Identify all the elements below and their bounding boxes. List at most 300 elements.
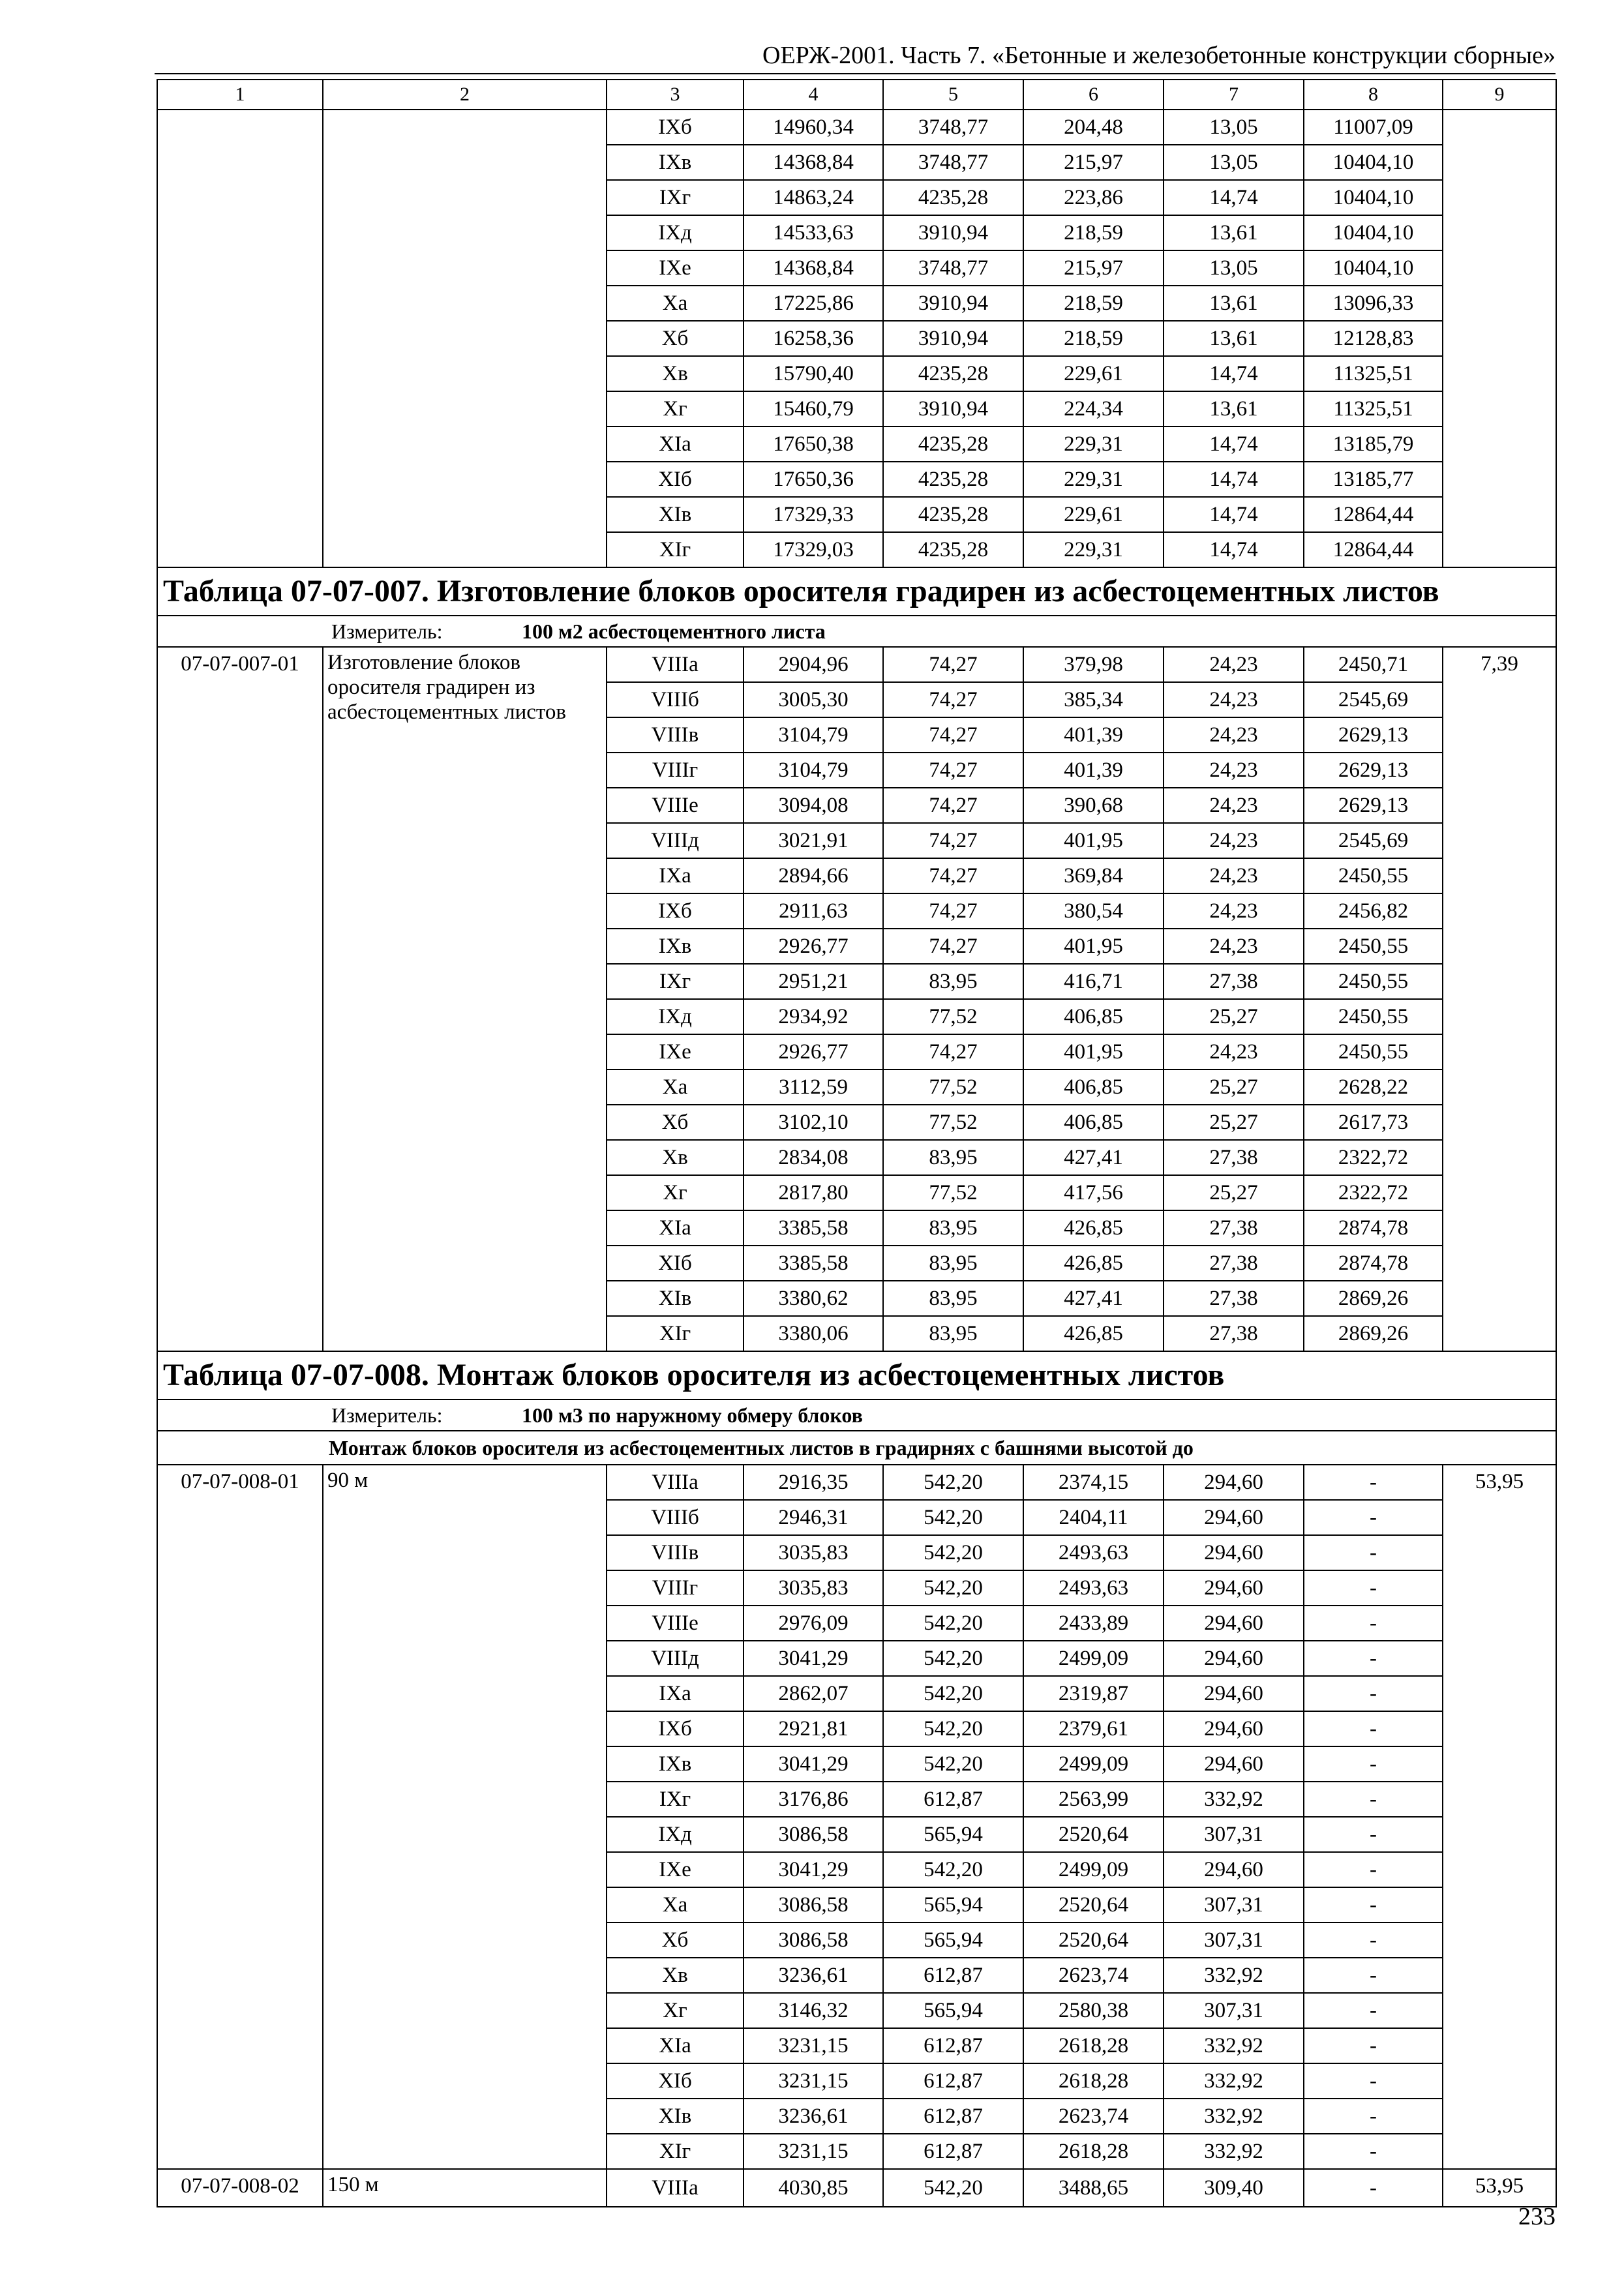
table-row xyxy=(157,110,1556,145)
materials-cell: 10404,10 xyxy=(1304,215,1443,250)
materials-cell: - xyxy=(1304,1641,1443,1676)
machines-cell: 406,85 xyxy=(1023,1070,1164,1105)
materials-cell: 12128,83 xyxy=(1304,321,1443,356)
machinist-wages-cell: 27,38 xyxy=(1164,964,1304,999)
zone-cell: XIв xyxy=(607,2099,744,2134)
machines-cell: 2623,74 xyxy=(1023,2099,1164,2134)
zone-cell: XIг xyxy=(607,2134,744,2169)
machinist-wages-cell: 294,60 xyxy=(1164,1746,1304,1782)
machinist-wages-cell: 332,92 xyxy=(1164,1958,1304,1993)
subheader-cell: Монтаж блоков оросителя из асбестоцементных листов в градирнях с башнями высотой до xyxy=(157,1431,1556,1465)
materials-cell: 2450,55 xyxy=(1304,999,1443,1034)
wages-cell: 74,27 xyxy=(883,788,1023,823)
wages-cell: 83,95 xyxy=(883,1281,1023,1316)
machinist-wages-cell: 24,23 xyxy=(1164,823,1304,858)
materials-cell: - xyxy=(1304,1993,1443,2028)
machines-cell: 229,31 xyxy=(1023,426,1164,462)
machinist-wages-cell: 309,40 xyxy=(1164,2169,1304,2207)
column-number-cell: 6 xyxy=(1023,80,1164,110)
wages-cell: 74,27 xyxy=(883,1034,1023,1070)
total-cost-cell: 2904,96 xyxy=(744,647,883,682)
machines-cell: 379,98 xyxy=(1023,647,1164,682)
unit-row xyxy=(157,1399,1556,1431)
labor-cell: 53,95 xyxy=(1443,1465,1556,2169)
zone-cell: IXб xyxy=(607,110,744,145)
zone-cell: IXв xyxy=(607,1746,744,1782)
wages-cell: 83,95 xyxy=(883,1210,1023,1246)
materials-cell: 13185,77 xyxy=(1304,462,1443,497)
table-title-row xyxy=(157,567,1556,616)
total-cost-cell: 3380,62 xyxy=(744,1281,883,1316)
materials-cell: - xyxy=(1304,1570,1443,1606)
machines-cell: 385,34 xyxy=(1023,682,1164,717)
machines-cell: 426,85 xyxy=(1023,1246,1164,1281)
machinist-wages-cell: 27,38 xyxy=(1164,1210,1304,1246)
price-table xyxy=(157,79,1557,2207)
zone-cell: XIг xyxy=(607,1316,744,1351)
column-number-cell: 2 xyxy=(323,80,607,110)
machinist-wages-cell: 13,05 xyxy=(1164,145,1304,180)
zone-cell: Xб xyxy=(607,1922,744,1958)
machinist-wages-cell: 25,27 xyxy=(1164,1070,1304,1105)
total-cost-cell: 2934,92 xyxy=(744,999,883,1034)
zone-cell: IXа xyxy=(607,858,744,893)
total-cost-cell: 2946,31 xyxy=(744,1500,883,1535)
total-cost-cell: 3041,29 xyxy=(744,1852,883,1887)
table-row xyxy=(157,647,1556,682)
materials-cell: - xyxy=(1304,1817,1443,1852)
materials-cell: - xyxy=(1304,1711,1443,1746)
machinist-wages-cell: 332,92 xyxy=(1164,2099,1304,2134)
machinist-wages-cell: 307,31 xyxy=(1164,1993,1304,2028)
wages-cell: 3910,94 xyxy=(883,391,1023,426)
machinist-wages-cell: 24,23 xyxy=(1164,682,1304,717)
materials-cell: 10404,10 xyxy=(1304,145,1443,180)
materials-cell: - xyxy=(1304,1746,1443,1782)
wages-cell: 565,94 xyxy=(883,1993,1023,2028)
column-number-cell: 7 xyxy=(1164,80,1304,110)
total-cost-cell: 17225,86 xyxy=(744,286,883,321)
machines-cell: 401,39 xyxy=(1023,717,1164,753)
zone-cell: VIIIб xyxy=(607,1500,744,1535)
total-cost-cell: 15790,40 xyxy=(744,356,883,391)
materials-cell: - xyxy=(1304,1852,1443,1887)
materials-cell: 12864,44 xyxy=(1304,497,1443,532)
column-number-cell: 8 xyxy=(1304,80,1443,110)
zone-cell: XIа xyxy=(607,2028,744,2063)
table-title-row xyxy=(157,1351,1556,1399)
wages-cell: 3748,77 xyxy=(883,110,1023,145)
table-title: Таблица 07-07-008. Монтаж блоков оросителя из асбестоцементных листов xyxy=(157,1351,1556,1399)
materials-cell: - xyxy=(1304,1922,1443,1958)
total-cost-cell: 14368,84 xyxy=(744,250,883,286)
wages-cell: 77,52 xyxy=(883,1070,1023,1105)
zone-cell: VIIIв xyxy=(607,717,744,753)
total-cost-cell: 2951,21 xyxy=(744,964,883,999)
materials-cell: - xyxy=(1304,2063,1443,2099)
materials-cell: 2545,69 xyxy=(1304,682,1443,717)
machinist-wages-cell: 13,61 xyxy=(1164,321,1304,356)
materials-cell: - xyxy=(1304,2099,1443,2134)
materials-cell: - xyxy=(1304,2134,1443,2169)
machines-cell: 215,97 xyxy=(1023,145,1164,180)
machinist-wages-cell: 24,23 xyxy=(1164,893,1304,929)
header-rule xyxy=(155,73,1556,74)
unit-cell xyxy=(157,616,1556,647)
zone-cell: IXе xyxy=(607,250,744,286)
wages-cell: 612,87 xyxy=(883,1782,1023,1817)
unit-label: Измеритель: xyxy=(331,1403,443,1427)
materials-cell: - xyxy=(1304,1465,1443,1500)
subheader-row xyxy=(157,1431,1556,1465)
wages-cell: 77,52 xyxy=(883,1175,1023,1210)
machines-cell: 218,59 xyxy=(1023,321,1164,356)
materials-cell: 2629,13 xyxy=(1304,753,1443,788)
total-cost-cell: 3094,08 xyxy=(744,788,883,823)
machinist-wages-cell: 332,92 xyxy=(1164,2063,1304,2099)
materials-cell: - xyxy=(1304,1782,1443,1817)
zone-cell: Xг xyxy=(607,1175,744,1210)
wages-cell: 83,95 xyxy=(883,1316,1023,1351)
machinist-wages-cell: 307,31 xyxy=(1164,1887,1304,1922)
machines-cell: 401,95 xyxy=(1023,929,1164,964)
materials-cell: 2450,55 xyxy=(1304,964,1443,999)
zone-cell: VIIIд xyxy=(607,823,744,858)
wages-cell: 565,94 xyxy=(883,1887,1023,1922)
code-cell: 07-07-008-01 xyxy=(157,1465,323,2169)
machinist-wages-cell: 13,05 xyxy=(1164,110,1304,145)
machines-cell: 218,59 xyxy=(1023,286,1164,321)
total-cost-cell: 14960,34 xyxy=(744,110,883,145)
machines-cell: 380,54 xyxy=(1023,893,1164,929)
materials-cell: 2322,72 xyxy=(1304,1175,1443,1210)
wages-cell: 542,20 xyxy=(883,2169,1023,2207)
zone-cell: VIIIб xyxy=(607,682,744,717)
unit-cell xyxy=(157,1399,1556,1431)
wages-cell: 74,27 xyxy=(883,929,1023,964)
machinist-wages-cell: 24,23 xyxy=(1164,717,1304,753)
total-cost-cell: 3035,83 xyxy=(744,1535,883,1570)
machines-cell: 2433,89 xyxy=(1023,1606,1164,1641)
total-cost-cell: 2911,63 xyxy=(744,893,883,929)
wages-cell: 542,20 xyxy=(883,1852,1023,1887)
total-cost-cell: 3231,15 xyxy=(744,2063,883,2099)
zone-cell: IXв xyxy=(607,145,744,180)
zone-cell: Xа xyxy=(607,286,744,321)
total-cost-cell: 14368,84 xyxy=(744,145,883,180)
wages-cell: 74,27 xyxy=(883,823,1023,858)
machines-cell: 2499,09 xyxy=(1023,1852,1164,1887)
materials-cell: 2629,13 xyxy=(1304,717,1443,753)
total-cost-cell: 2862,07 xyxy=(744,1676,883,1711)
materials-cell: 2874,78 xyxy=(1304,1246,1443,1281)
total-cost-cell: 17650,38 xyxy=(744,426,883,462)
machines-cell: 416,71 xyxy=(1023,964,1164,999)
zone-cell: Xб xyxy=(607,1105,744,1140)
total-cost-cell: 3086,58 xyxy=(744,1887,883,1922)
machines-cell: 2618,28 xyxy=(1023,2063,1164,2099)
machines-cell: 3488,65 xyxy=(1023,2169,1164,2207)
total-cost-cell: 3380,06 xyxy=(744,1316,883,1351)
wages-cell: 542,20 xyxy=(883,1500,1023,1535)
wages-cell: 4235,28 xyxy=(883,180,1023,215)
unit-value: 100 м3 по наружному обмеру блоков xyxy=(522,1403,863,1427)
materials-cell: - xyxy=(1304,1958,1443,1993)
zone-cell: VIIIа xyxy=(607,1465,744,1500)
materials-cell: 12864,44 xyxy=(1304,532,1443,567)
machinist-wages-cell: 14,74 xyxy=(1164,532,1304,567)
materials-cell: - xyxy=(1304,1500,1443,1535)
zone-cell: XIб xyxy=(607,1246,744,1281)
total-cost-cell: 2894,66 xyxy=(744,858,883,893)
wages-cell: 74,27 xyxy=(883,647,1023,682)
machinist-wages-cell: 25,27 xyxy=(1164,1105,1304,1140)
zone-cell: IXе xyxy=(607,1852,744,1887)
materials-cell: 2617,73 xyxy=(1304,1105,1443,1140)
machinist-wages-cell: 294,60 xyxy=(1164,1711,1304,1746)
wages-cell: 542,20 xyxy=(883,1570,1023,1606)
machinist-wages-cell: 24,23 xyxy=(1164,647,1304,682)
machinist-wages-cell: 13,61 xyxy=(1164,286,1304,321)
wages-cell: 3910,94 xyxy=(883,286,1023,321)
unit-label: Измеритель: xyxy=(331,620,443,643)
machines-cell: 401,95 xyxy=(1023,1034,1164,1070)
zone-cell: Xа xyxy=(607,1070,744,1105)
total-cost-cell: 3086,58 xyxy=(744,1817,883,1852)
machines-cell: 2520,64 xyxy=(1023,1817,1164,1852)
total-cost-cell: 2817,80 xyxy=(744,1175,883,1210)
total-cost-cell: 3146,32 xyxy=(744,1993,883,2028)
machinist-wages-cell: 24,23 xyxy=(1164,929,1304,964)
labor-cell: 7,39 xyxy=(1443,647,1556,1351)
total-cost-cell: 3005,30 xyxy=(744,682,883,717)
machines-cell: 223,86 xyxy=(1023,180,1164,215)
materials-cell: 11007,09 xyxy=(1304,110,1443,145)
column-number-cell: 3 xyxy=(607,80,744,110)
total-cost-cell: 3035,83 xyxy=(744,1570,883,1606)
zone-cell: IXг xyxy=(607,1782,744,1817)
zone-cell: XIв xyxy=(607,1281,744,1316)
machines-cell: 229,31 xyxy=(1023,532,1164,567)
total-cost-cell: 4030,85 xyxy=(744,2169,883,2207)
machines-cell: 406,85 xyxy=(1023,1105,1164,1140)
machinist-wages-cell: 294,60 xyxy=(1164,1852,1304,1887)
machines-cell: 2618,28 xyxy=(1023,2028,1164,2063)
zone-cell: IXд xyxy=(607,999,744,1034)
wages-cell: 612,87 xyxy=(883,1958,1023,1993)
zone-cell: VIIIг xyxy=(607,753,744,788)
wages-cell: 74,27 xyxy=(883,717,1023,753)
total-cost-cell: 2976,09 xyxy=(744,1606,883,1641)
machinist-wages-cell: 13,61 xyxy=(1164,215,1304,250)
zone-cell: VIIIг xyxy=(607,1570,744,1606)
total-cost-cell: 3231,15 xyxy=(744,2134,883,2169)
total-cost-cell: 17329,03 xyxy=(744,532,883,567)
materials-cell: - xyxy=(1304,1887,1443,1922)
page-number: 233 xyxy=(1518,2203,1556,2230)
machines-cell: 224,34 xyxy=(1023,391,1164,426)
materials-cell: 2869,26 xyxy=(1304,1281,1443,1316)
materials-cell: 2545,69 xyxy=(1304,823,1443,858)
machines-cell: 2499,09 xyxy=(1023,1641,1164,1676)
wages-cell: 3748,77 xyxy=(883,145,1023,180)
zone-cell: VIIIа xyxy=(607,647,744,682)
machinist-wages-cell: 14,74 xyxy=(1164,426,1304,462)
materials-cell: 2874,78 xyxy=(1304,1210,1443,1246)
machines-cell: 2499,09 xyxy=(1023,1746,1164,1782)
zone-cell: IXе xyxy=(607,1034,744,1070)
wages-cell: 3748,77 xyxy=(883,250,1023,286)
machinist-wages-cell: 13,05 xyxy=(1164,250,1304,286)
wages-cell: 3910,94 xyxy=(883,215,1023,250)
zone-cell: IXд xyxy=(607,1817,744,1852)
total-cost-cell: 3385,58 xyxy=(744,1246,883,1281)
table-row xyxy=(157,2169,1556,2207)
machinist-wages-cell: 27,38 xyxy=(1164,1140,1304,1175)
machinist-wages-cell: 14,74 xyxy=(1164,180,1304,215)
column-number-cell: 1 xyxy=(157,80,323,110)
code-cell: 07-07-008-02 xyxy=(157,2169,323,2207)
zone-cell: IXв xyxy=(607,929,744,964)
machinist-wages-cell: 332,92 xyxy=(1164,2134,1304,2169)
total-cost-cell: 2921,81 xyxy=(744,1711,883,1746)
machinist-wages-cell: 294,60 xyxy=(1164,1606,1304,1641)
machines-cell: 229,61 xyxy=(1023,497,1164,532)
column-number-row xyxy=(157,80,1556,110)
zone-cell: IXа xyxy=(607,1676,744,1711)
machinist-wages-cell: 24,23 xyxy=(1164,1034,1304,1070)
name-cell: Изготовление блоков оросителя градирен из асбестоцементных листов xyxy=(323,647,607,1351)
column-number-cell: 4 xyxy=(744,80,883,110)
zone-cell: IXд xyxy=(607,215,744,250)
materials-cell: - xyxy=(1304,1676,1443,1711)
total-cost-cell: 3112,59 xyxy=(744,1070,883,1105)
total-cost-cell: 16258,36 xyxy=(744,321,883,356)
machinist-wages-cell: 294,60 xyxy=(1164,1500,1304,1535)
total-cost-cell: 3236,61 xyxy=(744,2099,883,2134)
wages-cell: 83,95 xyxy=(883,1246,1023,1281)
machinist-wages-cell: 14,74 xyxy=(1164,356,1304,391)
total-cost-cell: 3102,10 xyxy=(744,1105,883,1140)
zone-cell: Xв xyxy=(607,1958,744,1993)
machines-cell: 2379,61 xyxy=(1023,1711,1164,1746)
wages-cell: 83,95 xyxy=(883,964,1023,999)
wages-cell: 542,20 xyxy=(883,1465,1023,1500)
zone-cell: VIIIа xyxy=(607,2169,744,2207)
machinist-wages-cell: 332,92 xyxy=(1164,1782,1304,1817)
zone-cell: XIа xyxy=(607,1210,744,1246)
wages-cell: 4235,28 xyxy=(883,356,1023,391)
machines-cell: 401,39 xyxy=(1023,753,1164,788)
wages-cell: 612,87 xyxy=(883,2028,1023,2063)
machines-cell: 229,31 xyxy=(1023,462,1164,497)
machinist-wages-cell: 13,61 xyxy=(1164,391,1304,426)
zone-cell: XIб xyxy=(607,2063,744,2099)
machinist-wages-cell: 14,74 xyxy=(1164,497,1304,532)
total-cost-cell: 3021,91 xyxy=(744,823,883,858)
materials-cell: - xyxy=(1304,1535,1443,1570)
total-cost-cell: 3104,79 xyxy=(744,753,883,788)
materials-cell: 11325,51 xyxy=(1304,356,1443,391)
machines-cell: 218,59 xyxy=(1023,215,1164,250)
materials-cell: 2450,55 xyxy=(1304,1034,1443,1070)
machinist-wages-cell: 294,60 xyxy=(1164,1570,1304,1606)
materials-cell: 2628,22 xyxy=(1304,1070,1443,1105)
machines-cell: 417,56 xyxy=(1023,1175,1164,1210)
machines-cell: 369,84 xyxy=(1023,858,1164,893)
machinist-wages-cell: 25,27 xyxy=(1164,1175,1304,1210)
name-cell: 150 м xyxy=(323,2169,607,2207)
machines-cell: 229,61 xyxy=(1023,356,1164,391)
machines-cell: 426,85 xyxy=(1023,1316,1164,1351)
machines-cell: 427,41 xyxy=(1023,1281,1164,1316)
wages-cell: 612,87 xyxy=(883,2099,1023,2134)
total-cost-cell: 3231,15 xyxy=(744,2028,883,2063)
zone-cell: XIг xyxy=(607,532,744,567)
materials-cell: 2456,82 xyxy=(1304,893,1443,929)
zone-cell: VIIIв xyxy=(607,1535,744,1570)
machines-cell: 2563,99 xyxy=(1023,1782,1164,1817)
total-cost-cell: 3385,58 xyxy=(744,1210,883,1246)
materials-cell: 2869,26 xyxy=(1304,1316,1443,1351)
machines-cell: 2374,15 xyxy=(1023,1465,1164,1500)
machines-cell: 204,48 xyxy=(1023,110,1164,145)
machinist-wages-cell: 24,23 xyxy=(1164,753,1304,788)
zone-cell: VIIIд xyxy=(607,1641,744,1676)
total-cost-cell: 3041,29 xyxy=(744,1746,883,1782)
wages-cell: 4235,28 xyxy=(883,497,1023,532)
machines-cell: 2520,64 xyxy=(1023,1887,1164,1922)
machines-cell: 401,95 xyxy=(1023,823,1164,858)
labor-cell xyxy=(1443,110,1556,567)
running-header: ОЕРЖ-2001. Часть 7. «Бетонные и железобетонные конструкции сборные» xyxy=(762,42,1556,69)
machines-cell: 406,85 xyxy=(1023,999,1164,1034)
machinist-wages-cell: 24,23 xyxy=(1164,858,1304,893)
machines-cell: 2493,63 xyxy=(1023,1570,1164,1606)
machinist-wages-cell: 27,38 xyxy=(1164,1281,1304,1316)
machines-cell: 2520,64 xyxy=(1023,1922,1164,1958)
machines-cell: 427,41 xyxy=(1023,1140,1164,1175)
machines-cell: 2319,87 xyxy=(1023,1676,1164,1711)
wages-cell: 74,27 xyxy=(883,682,1023,717)
materials-cell: 13096,33 xyxy=(1304,286,1443,321)
total-cost-cell: 3041,29 xyxy=(744,1641,883,1676)
wages-cell: 4235,28 xyxy=(883,426,1023,462)
column-number-cell: 9 xyxy=(1443,80,1556,110)
wages-cell: 542,20 xyxy=(883,1535,1023,1570)
zone-cell: VIIIе xyxy=(607,1606,744,1641)
machinist-wages-cell: 294,60 xyxy=(1164,1535,1304,1570)
wages-cell: 565,94 xyxy=(883,1922,1023,1958)
name-cell: 90 м xyxy=(323,1465,607,2169)
zone-cell: IXг xyxy=(607,180,744,215)
wages-cell: 612,87 xyxy=(883,2063,1023,2099)
total-cost-cell: 3236,61 xyxy=(744,1958,883,1993)
code-cell xyxy=(157,110,323,567)
total-cost-cell: 17329,33 xyxy=(744,497,883,532)
materials-cell: 11325,51 xyxy=(1304,391,1443,426)
wages-cell: 4235,28 xyxy=(883,462,1023,497)
zone-cell: VIIIе xyxy=(607,788,744,823)
machines-cell: 2404,11 xyxy=(1023,1500,1164,1535)
wages-cell: 542,20 xyxy=(883,1711,1023,1746)
machinist-wages-cell: 24,23 xyxy=(1164,788,1304,823)
zone-cell: IXб xyxy=(607,893,744,929)
zone-cell: XIа xyxy=(607,426,744,462)
unit-row xyxy=(157,616,1556,647)
table-title: Таблица 07-07-007. Изготовление блоков оросителя градирен из асбестоцементных листов xyxy=(157,567,1556,616)
machinist-wages-cell: 27,38 xyxy=(1164,1246,1304,1281)
